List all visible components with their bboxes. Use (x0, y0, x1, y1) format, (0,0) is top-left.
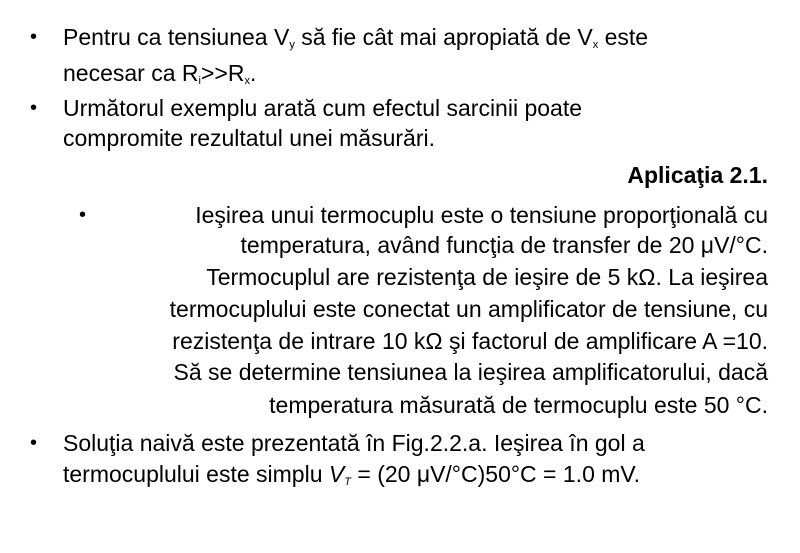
paragraph-4-line-1: Soluţia naivă este prezentată în Fig.2.2.a. Ieşirea în gol a (63, 430, 645, 456)
paragraph-3-line-7: temperatura măsurată de termocuplu este 50 °C. (269, 392, 768, 418)
paragraph-1-line-2: necesar ca $R_i>>R_x$. (63, 60, 257, 87)
bullet-2: • (30, 97, 38, 119)
paragraph-4-line-2: termocuplului este simplu $V_T = (20$ μV/°C)50°C = 1.0 mV. (63, 461, 641, 488)
paragraph-3-line-5: rezistenţa de intrare 10 kΩ şi factorul de amplificare A =10. (172, 328, 768, 354)
paragraph-3-line-2: temperatura, având funcţia de transfer de 20 μV/°C. (240, 232, 768, 258)
paragraph-2-line-1: Următorul exemplu arată cum efectul sarcinii poate (63, 95, 583, 121)
paragraph-3-line-6: Să se determine tensiunea la ieşirea amplificatorului, dacă (173, 359, 768, 385)
paragraph-3-line-3: Termocuplul are rezistenţa de ieşire de 5 kΩ. La ieşirea (206, 264, 768, 290)
application-title: Aplicaţia 2.1. (627, 162, 768, 188)
paragraph-3-line-4: termocuplului este conectat un amplificator de tensiune, cu (169, 296, 768, 322)
paragraph-1-line-1: Pentru ca tensiunea $V_y$ să fie cât mai apropiată de $V_x$ este (63, 24, 649, 51)
bullet-3: • (79, 204, 87, 226)
paragraph-2-line-2: compromite rezultatul unei măsurări. (63, 125, 435, 151)
bullet-4: • (30, 432, 38, 454)
bullet-1: • (30, 26, 38, 48)
paragraph-3-line-1: Ieşirea unui termocuplu este o tensiune proporţională cu (195, 202, 768, 228)
